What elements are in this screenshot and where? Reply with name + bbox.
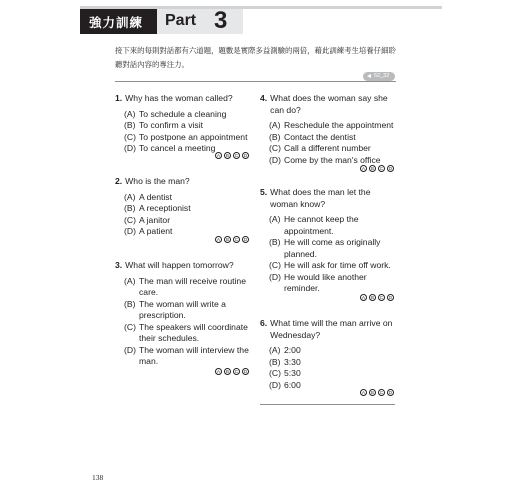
bubble-d[interactable]: D <box>388 295 393 300</box>
option-b: (B) 3:30 <box>269 356 301 367</box>
option-c: (C) 5:30 <box>269 368 301 378</box>
bubble-a[interactable]: A <box>215 236 222 243</box>
question-stem <box>115 176 255 188</box>
bubble-c[interactable]: C <box>379 166 384 171</box>
bubble-a[interactable]: A <box>360 165 367 172</box>
option-a: (A) 2:00 <box>269 345 301 355</box>
question-1 <box>115 93 255 155</box>
answer-bubbles-q4 <box>360 165 394 172</box>
part-tab <box>157 9 243 34</box>
question-text: What does the man let the woman know? <box>270 187 371 209</box>
question-text: What will happen tomorrow? <box>125 260 234 270</box>
answer-bubbles-q1 <box>215 152 249 159</box>
bubble-c[interactable]: C <box>234 153 239 158</box>
option-c: (C) The speakers will coordinate their schedules. <box>124 321 248 343</box>
option-c: (C) A janitor <box>124 214 171 225</box>
question-stem <box>115 260 255 272</box>
audio-track-tag[interactable] <box>363 72 395 81</box>
audio-track-code: 52_32 <box>374 73 390 79</box>
answer-bubbles-q5 <box>360 294 394 301</box>
question-stem <box>260 318 398 341</box>
part-number: 3 <box>214 7 228 34</box>
question-stem <box>260 187 398 210</box>
question-number: 1. <box>115 93 123 103</box>
bubble-a[interactable]: A <box>215 152 222 159</box>
section-label: 強力訓練 <box>89 15 144 30</box>
question-number: 4. <box>260 93 268 103</box>
option-c: (C) He will ask for time off work. <box>269 260 391 270</box>
question-stem <box>115 93 255 105</box>
question-text: What time will the man arrive on Wednesday? <box>270 318 393 340</box>
option-a: (A) A dentist <box>124 191 172 202</box>
option-c: (C) Call a different number <box>269 143 371 153</box>
bubble-b[interactable]: B <box>224 236 231 243</box>
part-label: Part <box>165 12 197 29</box>
option-a: (A) Reschedule the appointment <box>269 120 394 130</box>
bubble-b[interactable]: B <box>224 152 231 159</box>
option-a: (A) To schedule a cleaning <box>124 108 227 119</box>
question-text: What does the woman say she can do? <box>270 93 388 115</box>
question-5 <box>260 187 398 295</box>
bubble-c[interactable]: C <box>234 369 239 374</box>
question-2 <box>115 176 255 238</box>
bubble-d[interactable]: D <box>243 237 248 242</box>
question-text: Who is the man? <box>125 176 190 186</box>
bubble-a[interactable]: A <box>360 389 367 396</box>
answer-bubbles-q6 <box>360 389 394 396</box>
speaker-icon <box>367 74 371 78</box>
option-b: (B) To confirm a visit <box>124 120 203 130</box>
bubble-d[interactable]: D <box>243 153 248 158</box>
page-number: 138 <box>92 473 104 482</box>
bubble-d[interactable]: D <box>388 166 393 171</box>
question-3 <box>115 260 255 368</box>
option-a: (A) The man will receive routine care. <box>124 275 246 297</box>
option-a: (A) He cannot keep the appointment. <box>269 214 359 236</box>
bubble-a[interactable]: A <box>215 368 222 375</box>
answer-bubbles-q3 <box>215 368 249 375</box>
bubble-b[interactable]: B <box>369 294 376 301</box>
question-number: 6. <box>260 318 268 328</box>
bubble-b[interactable]: B <box>224 368 231 375</box>
question-4 <box>260 93 398 166</box>
question-stem <box>260 93 398 116</box>
question-text: Why has the woman called? <box>125 93 233 103</box>
bubble-a[interactable]: A <box>360 294 367 301</box>
bubble-c[interactable]: C <box>379 390 384 395</box>
option-d: (D) Come by the man's office <box>269 154 381 165</box>
option-c: (C) To postpone an appointment <box>124 131 248 142</box>
option-b: (B) The woman will write a prescription. <box>124 298 226 320</box>
question-6 <box>260 318 398 391</box>
bubble-d[interactable]: D <box>388 390 393 395</box>
instruction-text: 接下來的每則對話都有六道題，題數是實際多益測驗的兩倍，藉此訓練考生培養仔細聆聽對話內容的專注力。 <box>115 46 396 69</box>
section-tab <box>80 9 157 34</box>
bubble-d[interactable]: D <box>243 369 248 374</box>
option-d: (D) 6:00 <box>269 379 301 390</box>
bottom-divider <box>260 404 395 405</box>
bubble-c[interactable]: C <box>234 237 239 242</box>
option-b: (B) He will come as originally planned. <box>269 237 381 259</box>
answer-bubbles-q2 <box>215 236 249 243</box>
question-number: 2. <box>115 176 123 186</box>
question-number: 5. <box>260 187 268 197</box>
option-d: (D) To cancel a meeting <box>124 143 216 153</box>
option-d: (D) A patient <box>124 226 173 236</box>
bubble-c[interactable]: C <box>379 295 384 300</box>
option-b: (B) Contact the dentist <box>269 131 356 142</box>
bubble-b[interactable]: B <box>369 165 376 172</box>
option-d: (D) He would like another reminder. <box>269 271 367 293</box>
top-divider <box>115 81 396 82</box>
bubble-b[interactable]: B <box>369 389 376 396</box>
question-number: 3. <box>115 260 123 270</box>
option-b: (B) A receptionist <box>124 203 191 213</box>
option-d: (D) The woman will interview the man. <box>124 344 249 366</box>
